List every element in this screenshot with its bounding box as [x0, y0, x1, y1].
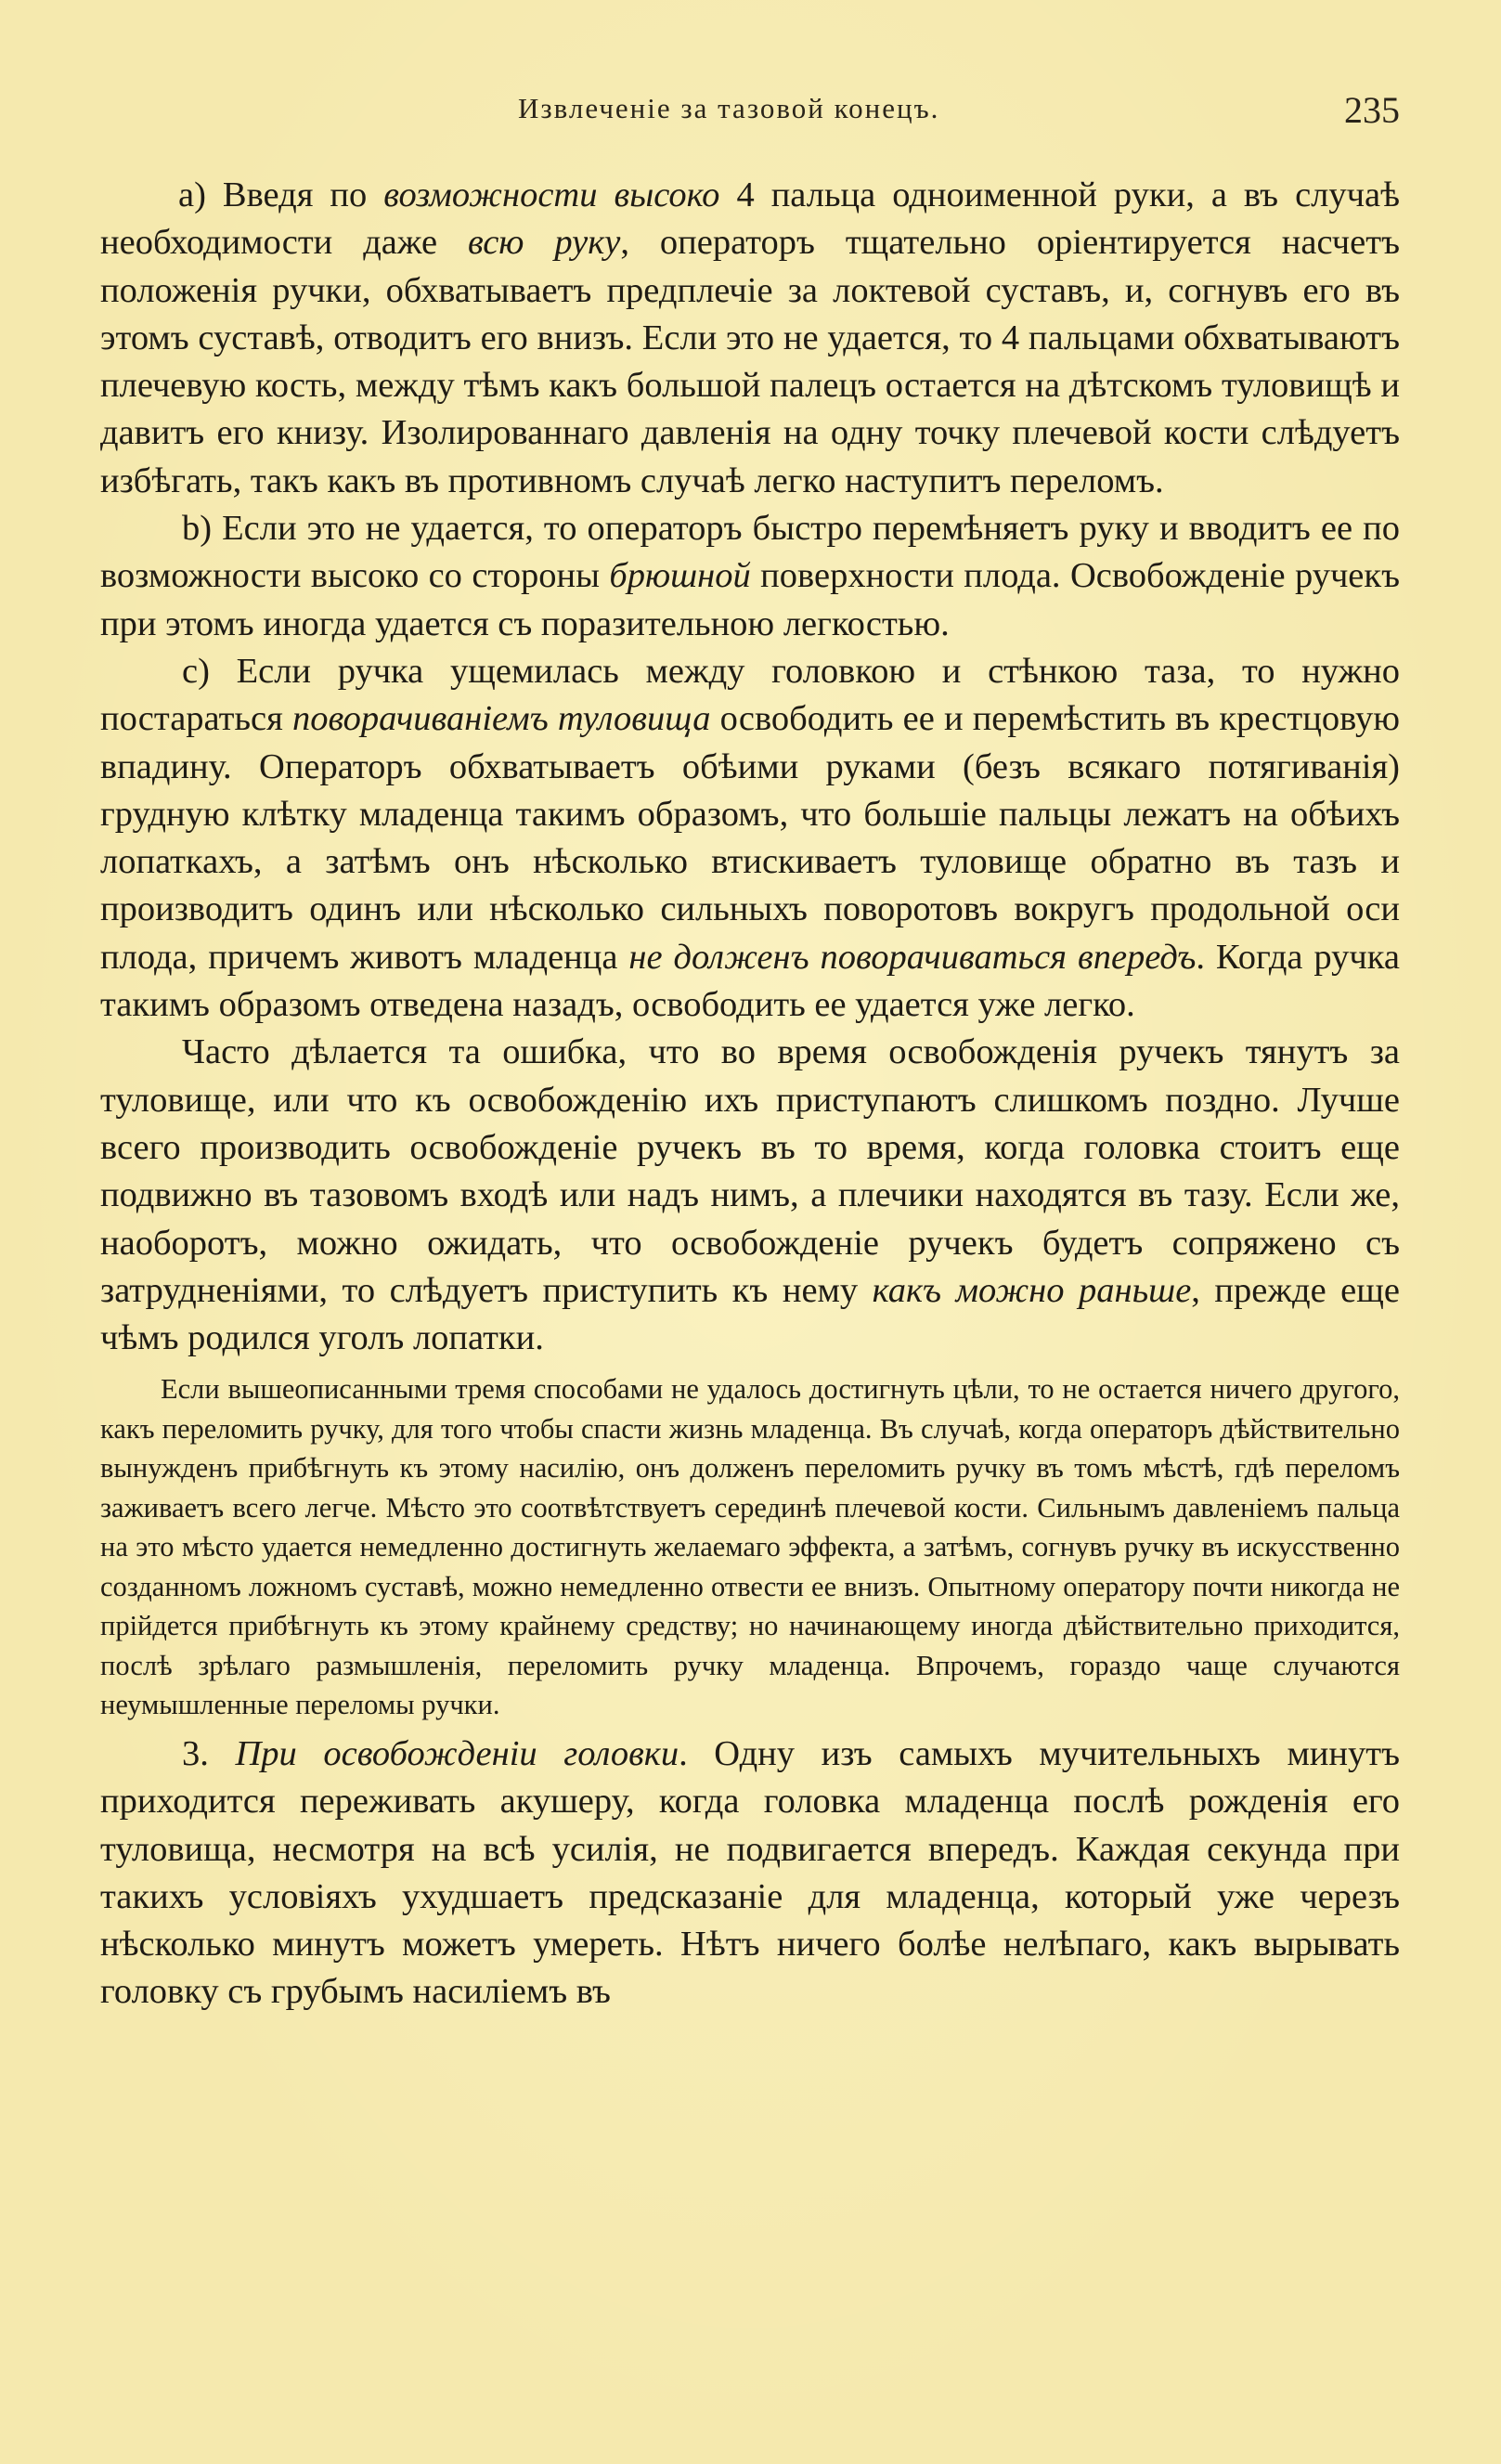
page-header — [100, 88, 1400, 135]
italic-text-run: какъ можно раньше — [872, 1270, 1192, 1310]
body-text — [100, 172, 1400, 2017]
paragraph-head-delivery — [100, 1731, 1400, 2017]
running-head: Извлеченіе за тазовой конецъ. — [518, 92, 940, 124]
italic-text-run: возможности высоко — [383, 175, 720, 214]
italic-text-run: поворачиваніемъ туловища — [291, 699, 711, 739]
text-run: а) Введя по — [178, 175, 384, 214]
text-run: Часто дѣлается та ошибка, что во время освобожденія ручекъ тянутъ за туловище, или что къ освобожденію ихъ приступаютъ слишкомъ поздно. Лучше всего производить освобожденіе ручекъ въ то время, когда головка стоитъ еще подвижно въ тазовомъ входѣ или надъ нимъ, а плечики находятся въ тазу. Если же, наоборотъ, можно ожидать, что освобожденіе ручекъ будетъ сопряжено съ затрудненіями, то слѣдуетъ приступить къ нему — [100, 1032, 1400, 1310]
text-run: освободить ее и перемѣстить въ крестцовую впадину. Операторъ обхватываетъ обѣими руками (безъ всякаго потягиванія) грудную клѣтку младенца такимъ образомъ, что большіе пальцы лежатъ на обѣихъ лопаткахъ, а затѣмъ онъ нѣсколько втискиваетъ туловище обратно въ тазъ и производитъ одинъ или нѣсколько сильныхъ поворотовъ вокругъ продольной оси плода, причемъ животъ младенца — [100, 699, 1400, 977]
text-run: 4 пальца одноименной руки, а въ случаѣ необходимости даже — [100, 175, 1400, 263]
text-run: 3. — [182, 1733, 236, 1773]
italic-text-run: брюшной — [609, 556, 751, 596]
paragraph-a — [100, 172, 1400, 505]
paragraph-small-print-fracture — [100, 1369, 1400, 1725]
paragraph-common-error — [100, 1029, 1400, 1362]
italic-text-run: всю руку — [468, 223, 621, 263]
italic-text-run: не долженъ поворачиваться впередъ — [628, 937, 1197, 977]
text-run: , операторъ тщательно оріентируется насчетъ положенія ручки, обхватываетъ предплечіе за локтевой суставъ, и, согнувъ его въ этомъ суставѣ, отводитъ его внизъ. Если это не удается, то 4 пальцами обхватываютъ плечевую кость, между тѣмъ какъ большой палецъ остается на дѣтскомъ туловищѣ и давитъ его книзу. Изолированнаго давленія на одну точку плечевой кости слѣдуетъ избѣгать, такъ какъ въ противномъ случаѣ легко наступитъ переломъ. — [100, 223, 1400, 500]
text-run: c) Если ручка ущемилась между головкою и стѣнкою таза, то нужно постараться — [100, 651, 1400, 739]
text-run: b) Если это не удается, то операторъ быстро перемѣняетъ руку и вводитъ ее по возможности высоко со стороны — [100, 509, 1400, 596]
page-number: 235 — [1344, 89, 1400, 131]
text-run: , прежде еще чѣмъ родился уголъ лопатки. — [100, 1270, 1400, 1358]
text-run: поверхности плода. Освобожденіе ручекъ при этомъ иногда удается съ поразительною легкостью. — [100, 556, 1401, 643]
text-run: . Когда ручка такимъ образомъ отведена назадъ, освободить ее удается уже легко. — [100, 937, 1400, 1025]
paragraph-b — [100, 505, 1400, 648]
paragraph-c — [100, 648, 1400, 1029]
text-run: Если вышеописанными тремя способами не удалось достигнуть цѣли, то не остается ничего другого, какъ переломить ручку, для того чтобы спасти жизнь младенца. Въ случаѣ, когда операторъ дѣйствительно вынужденъ прибѣгнуть къ этому насилію, онъ долженъ переломить ручку въ томъ мѣстѣ, гдѣ переломъ заживаетъ всего легче. Мѣсто это соотвѣтствуетъ серединѣ плечевой кости. Сильнымъ давленіемъ пальца на это мѣсто удается немедленно достигнуть желаемаго эффекта, а затѣмъ, согнувъ ручку въ искусственно созданномъ ложномъ суставѣ, можно немедленно отвести ее внизъ. Опытному оператору почти никогда не прійдется прибѣгнуть къ этому крайнему средству; но начинающему иногда дѣйствительно приходится, послѣ зрѣлаго размышленія, переломить ручку младенца. Впрочемъ, гораздо чаще случаются неумышленные переломы ручки. — [100, 1373, 1400, 1721]
text-run: . Одну изъ самыхъ мучительныхъ минутъ приходится переживать акушеру, когда головка младенца послѣ рожденія его туловища, несмотря на всѣ усилія, не подвигается впередъ. Каждая секунда при такихъ условіяхъ ухудшаетъ предсказаніе для младенца, который уже черезъ нѣсколько минутъ можетъ умереть. Нѣтъ ничего болѣе нелѣпаго, какъ вырывать головку съ грубымъ насиліемъ въ — [100, 1733, 1400, 2012]
italic-text-run: При освобожденіи головки — [235, 1733, 679, 1773]
